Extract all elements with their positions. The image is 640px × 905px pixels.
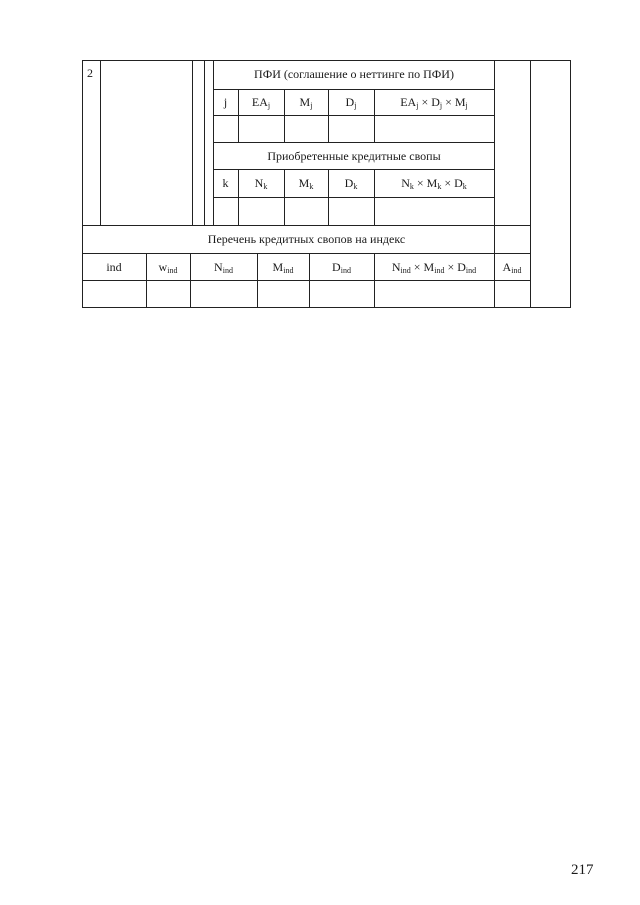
page-number: 217 bbox=[571, 862, 594, 878]
index-col-formula: $N_{ind} \times M_{ind} \times D_{ind}$ bbox=[391, 260, 477, 275]
pfi-col-d: $D_j$ bbox=[345, 95, 357, 110]
index-col-ind: ind bbox=[106, 260, 122, 274]
pfi-section-title: ПФИ (соглашение о неттинге по ПФИ) bbox=[254, 67, 454, 81]
swaps-col-n: $N_k$ bbox=[254, 176, 268, 191]
index-col-a: $A_{ind}$ bbox=[502, 260, 522, 275]
pfi-col-j: j bbox=[223, 95, 228, 109]
swaps-col-k: k bbox=[222, 176, 229, 190]
swaps-col-d: $D_k$ bbox=[344, 176, 358, 191]
pfi-col-m: $M_j$ bbox=[299, 95, 313, 110]
swaps-section-title: Приобретенные кредитные свопы bbox=[267, 149, 441, 163]
pfi-col-formula: $EA_j \times D_j \times M_j$ bbox=[400, 95, 468, 110]
index-col-d: $D_{ind}$ bbox=[332, 260, 351, 275]
swaps-col-formula: $N_k \times M_k \times D_k$ bbox=[401, 176, 467, 191]
index-section-title: Перечень кредитных свопов на индекс bbox=[207, 232, 406, 246]
pfi-col-ea: $EA_j$ bbox=[251, 95, 271, 110]
index-col-n: $N_{ind}$ bbox=[214, 260, 233, 275]
index-col-w: $w_{ind}$ bbox=[158, 260, 178, 275]
row-number: 2 bbox=[87, 66, 93, 80]
index-col-m: $M_{ind}$ bbox=[272, 260, 294, 275]
swaps-col-m: $M_k$ bbox=[298, 176, 314, 191]
